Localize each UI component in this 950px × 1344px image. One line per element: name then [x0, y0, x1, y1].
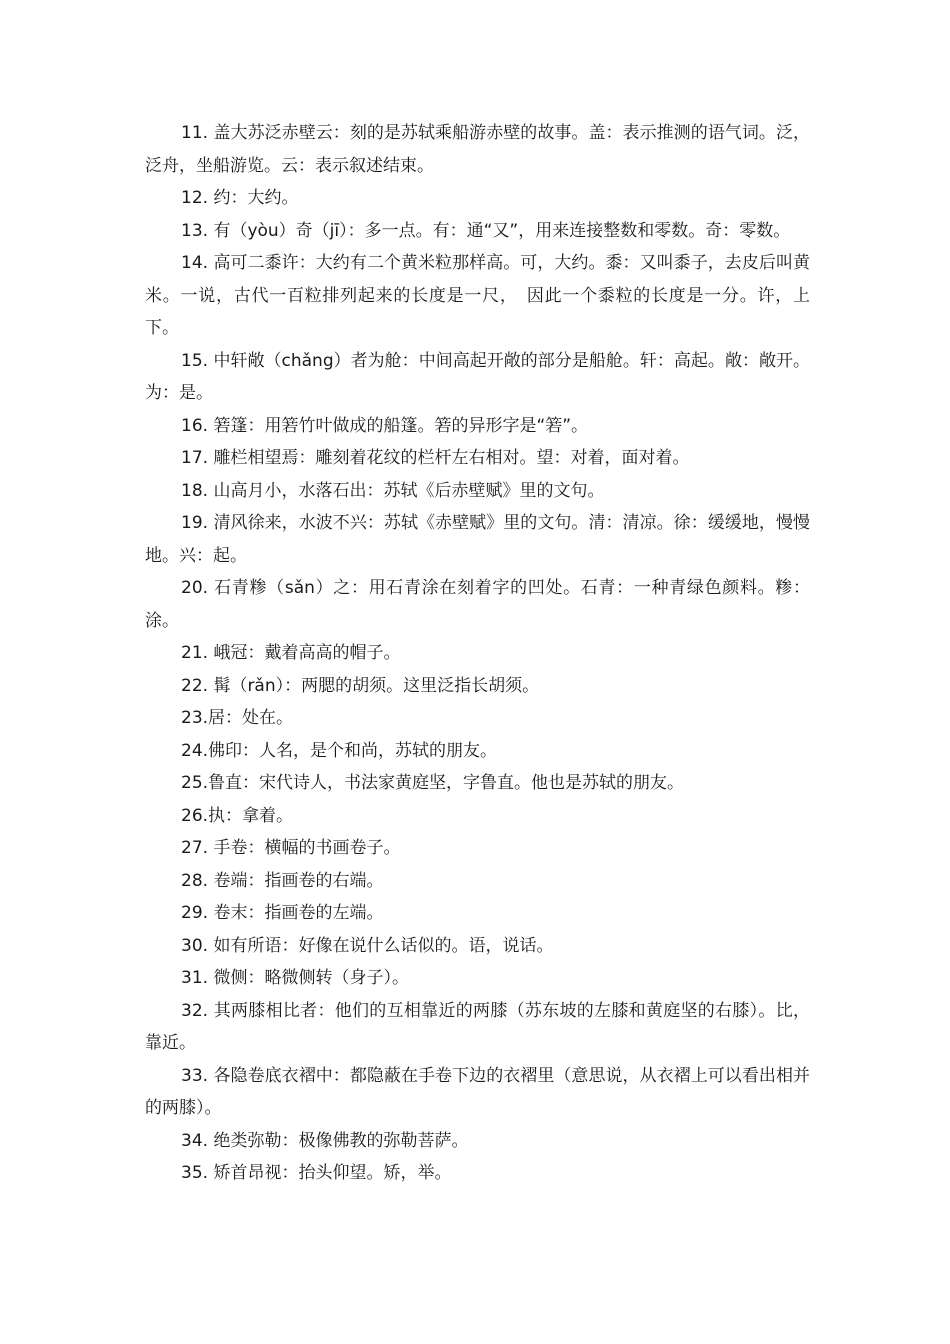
- note-19: 19. 清风徐来，水波不兴：苏轼《赤壁赋》里的文句。清：清凉。徐：缓缓地，慢慢地。兴：起。: [145, 513, 810, 566]
- note-18: 18. 山高月小，水落石出：苏轼《后赤壁赋》里的文句。: [181, 480, 605, 501]
- note-14: 14. 高可二黍许：大约有二个黄米粒那样高。可，大约。黍：又叫黍子，去皮后叫黄米。一说，古代一百粒排列起来的长度是一尺， 因此一个黍粒的长度是一分。许，上下。: [145, 253, 810, 338]
- note-20: 20. 石青糁（sǎn）之：用石青涂在刻着字的凹处。石青：一种青绿色颜料。糁：涂。: [145, 578, 810, 631]
- note-28: 28. 卷端：指画卷的右端。: [181, 870, 384, 891]
- annotation-list: [145, 117, 810, 1190]
- note-13: 13. 有（yòu）奇（jī）：多一点。有：通“又”，用来连接整数和零数。奇：零数。: [181, 220, 791, 241]
- note-24: 24.佛印：人名，是个和尚，苏轼的朋友。: [181, 740, 498, 761]
- note-15: 15. 中轩敞（chǎng）者为舱：中间高起开敞的部分是船舱。轩：高起。敞：敞开。为：是。: [145, 350, 810, 403]
- note-27: 27. 手卷：横幅的书画卷子。: [181, 838, 401, 858]
- note-22: 22. 髯（rǎn）：两腮的胡须。这里泛指长胡须。: [181, 675, 540, 696]
- note-26: 26.执：拿着。: [181, 805, 294, 826]
- note-31: 31. 微侧：略微侧转（身子）。: [181, 968, 409, 988]
- note-25: 25.鲁直：宋代诗人，书法家黄庭坚，字鲁直。他也是苏轼的朋友。: [181, 773, 685, 793]
- note-32: 32. 其两膝相比者：他们的互相靠近的两膝（苏东坡的左膝和黄庭坚的右膝）。比，靠近。: [145, 1000, 810, 1053]
- note-23: 23.居：处在。: [181, 708, 294, 728]
- note-11: 11. 盖大苏泛赤壁云：刻的是苏轼乘船游赤壁的故事。盖：表示推测的语气词。泛，泛舟，坐船游览。云：表示叙述结束。: [145, 123, 810, 176]
- note-34: 34. 绝类弥勒：极像佛教的弥勒菩萨。: [181, 1130, 469, 1151]
- note-21: 21. 峨冠：戴着高高的帽子。: [181, 643, 401, 663]
- note-16: 16. 箬篷：用箬竹叶做成的船篷。箬的异形字是“箬”。: [181, 415, 589, 436]
- note-35: 35. 矫首昂视：抬头仰望。矫，举。: [181, 1163, 452, 1183]
- note-12: 12. 约：大约。: [181, 188, 299, 208]
- note-33: 33. 各隐卷底衣褶中：都隐蔽在手卷下边的衣褶里（意思说，从衣褶上可以看出相并的两膝）。: [145, 1065, 810, 1118]
- note-30: 30. 如有所语：好像在说什么话似的。语，说话。: [181, 935, 554, 956]
- note-17: 17. 雕栏相望焉：雕刻着花纹的栏杆左右相对。望：对着，面对着。: [181, 448, 690, 468]
- note-29: 29. 卷末：指画卷的左端。: [181, 903, 384, 923]
